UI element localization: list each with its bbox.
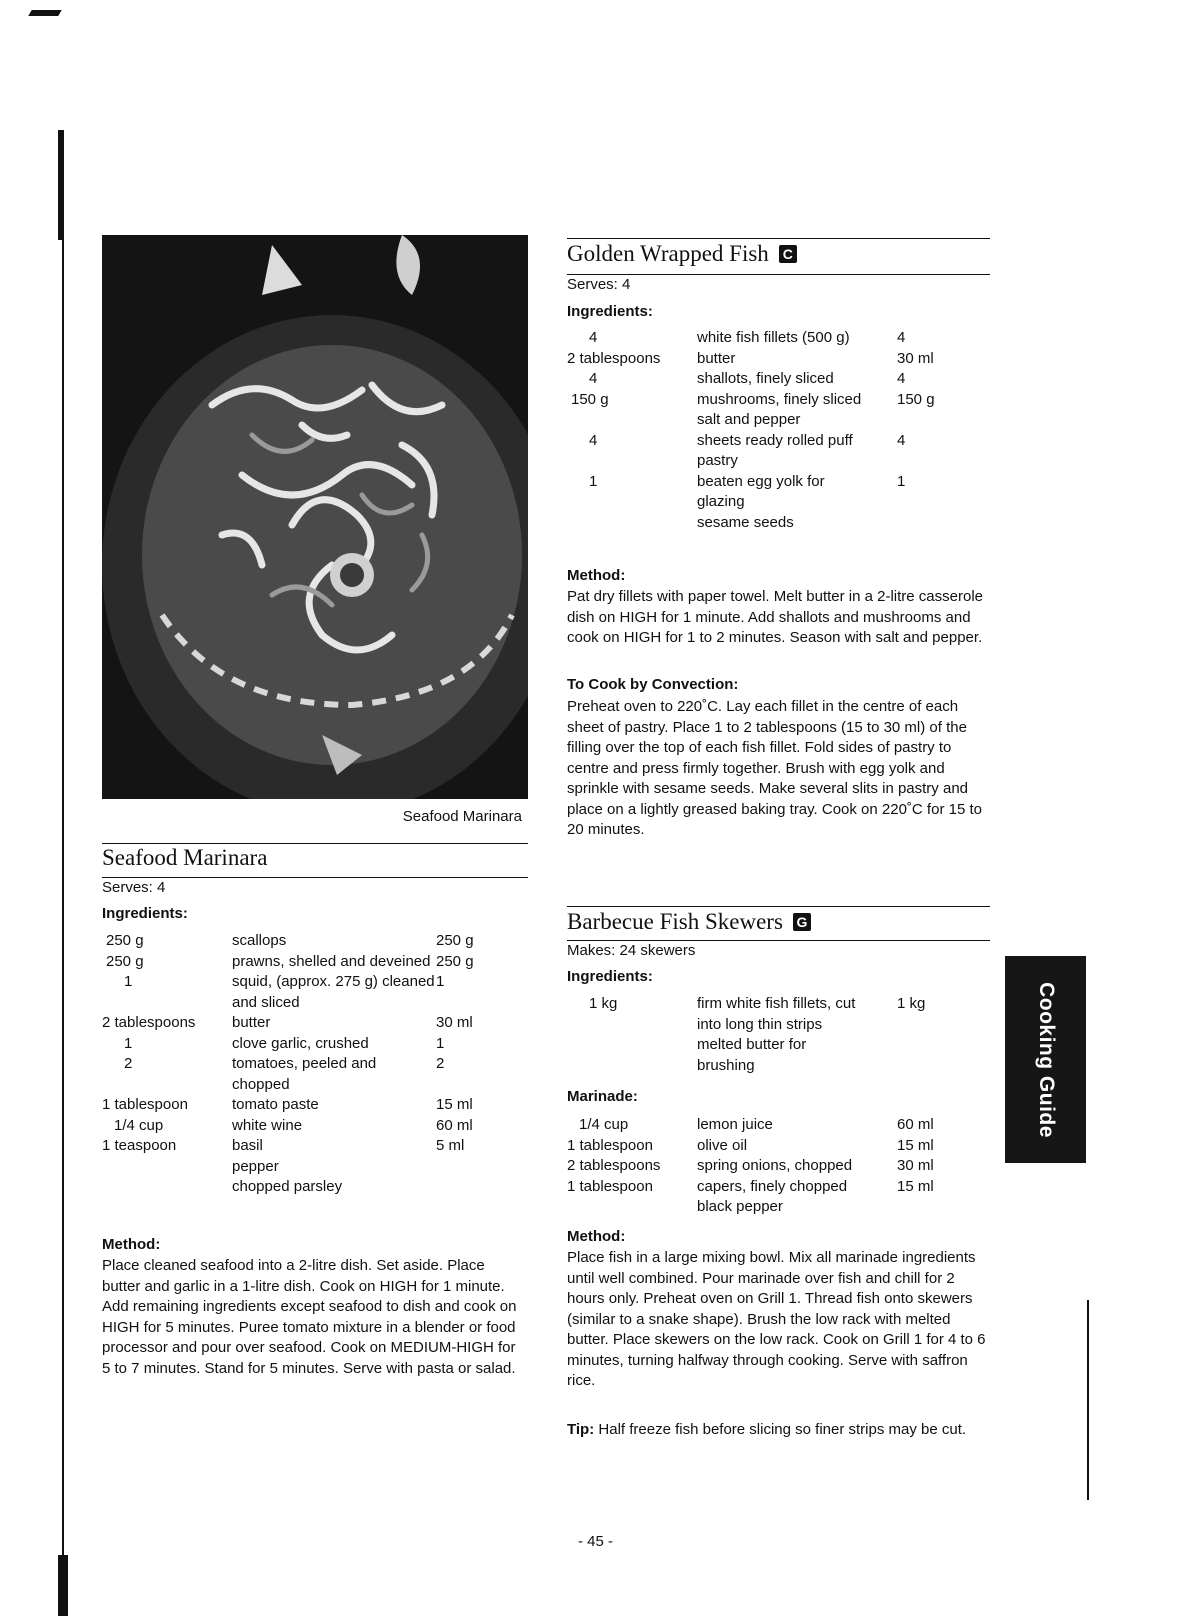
- ingredient-metric: 30 ml: [897, 349, 934, 367]
- scan-artifact: [1087, 1300, 1089, 1500]
- ingredient-item: melted butter for brushing: [697, 1036, 807, 1074]
- ingredient-item: squid, (approx. 275 g) cleaned and sliced: [232, 973, 435, 1011]
- ingredient-row: [102, 1034, 502, 1055]
- ingredient-item: chopped parsley: [232, 1178, 343, 1195]
- ingredient-row: [567, 431, 957, 472]
- ingredient-row: [567, 369, 957, 390]
- ingredient-item: white fish fillets (500 g): [697, 329, 850, 346]
- scan-artifact: [58, 130, 64, 240]
- section-side-tab: [1005, 956, 1086, 1163]
- method-text: Place fish in a large mixing bowl. Mix all marinade ingredients until well combined. Pour marinade over fish and chill for 2 hours only. Preheat oven on Grill 1. Thread fish onto skewers (similar to a snake shape). Brush the low rack with melted butter. Place skewers on the low rack. Cook on Grill 1 for 4 to 6 minutes, turning halfway through cooking. Serve with saffron rice.: [567, 1249, 986, 1389]
- divider: [567, 274, 990, 275]
- page-number: - 45 -: [577, 1533, 613, 1550]
- ingredient-row: [102, 1054, 502, 1095]
- ingredient-qty: 1: [124, 1034, 133, 1052]
- ingredient-qty: 1 teaspoon: [102, 1137, 177, 1154]
- ingredient-item: beaten egg yolk for glazing: [697, 472, 825, 510]
- golden-wrapped-fish-ingredients: [567, 328, 957, 533]
- makes-text: Makes: 24 skewers: [567, 942, 696, 959]
- ingredient-metric: 15 ml: [436, 1096, 473, 1113]
- ingredient-qty: 1/4 cup: [579, 1116, 629, 1133]
- ingredient-item: capers, finely chopped: [697, 1177, 848, 1195]
- ingredient-item: lemon juice: [697, 1116, 773, 1133]
- ingredient-item: prawns, shelled and deveined: [232, 952, 431, 970]
- ingredient-item: butter: [697, 349, 736, 367]
- marinade-ingredients: [567, 1115, 957, 1218]
- ingredient-metric: 250 g: [436, 952, 474, 970]
- ingredient-row: [567, 1115, 957, 1136]
- barbecue-fish-skewers-ingredients: [567, 994, 957, 1076]
- convection-badge-icon: C: [779, 245, 797, 263]
- ingredient-metric: 30 ml: [436, 1014, 473, 1031]
- ingredient-qty: 1: [589, 472, 598, 490]
- ingredient-row: [102, 1136, 502, 1157]
- ingredient-row: [102, 1157, 502, 1178]
- ingredient-item: salt and pepper: [697, 411, 801, 428]
- ingredient-qty: [567, 513, 697, 534]
- ingredient-qty: [567, 410, 697, 431]
- ingredient-qty: 4: [589, 329, 598, 346]
- divider: [567, 906, 990, 907]
- ingredient-row: [567, 390, 957, 411]
- ingredient-metric: 1: [436, 973, 445, 990]
- ingredient-row: [102, 1095, 502, 1116]
- ingredient-item: clove garlic, crushed: [232, 1034, 369, 1052]
- serves-text: Serves: 4: [567, 276, 631, 293]
- ingredient-metric: 5 ml: [436, 1137, 465, 1154]
- ingredient-metric: 4: [897, 431, 906, 449]
- ingredient-row: [102, 931, 502, 952]
- ingredient-qty: 1: [124, 973, 133, 990]
- barbecue-fish-skewers-title: [567, 910, 811, 933]
- ingredient-metric: 15 ml: [897, 1177, 934, 1195]
- ingredient-qty: 250 g: [106, 952, 144, 970]
- ingredient-item: shallots, finely sliced: [697, 370, 834, 387]
- ingredient-metric: 1: [436, 1034, 445, 1052]
- ingredient-qty: [567, 1197, 697, 1218]
- ingredient-row: [102, 1013, 502, 1034]
- golden-wrapped-fish-title: [567, 242, 797, 265]
- serves-text: Serves: 4: [102, 879, 166, 896]
- divider: [102, 843, 528, 844]
- ingredient-qty: 2 tablespoons: [567, 1157, 661, 1174]
- scan-artifact: [28, 10, 61, 16]
- ingredient-qty: [567, 1035, 697, 1076]
- ingredient-qty: 2: [124, 1055, 133, 1072]
- scan-artifact: [58, 1555, 68, 1616]
- ingredient-metric: [436, 1177, 502, 1198]
- ingredient-qty: 250 g: [106, 932, 144, 949]
- ingredient-metric: 4: [897, 329, 906, 346]
- ingredient-qty: 2 tablespoons: [102, 1014, 196, 1031]
- ingredient-row: [567, 513, 957, 534]
- method-text: Place cleaned seafood into a 2-litre dish. Set aside. Place butter and garlic in a 1-litre dish. Cook on HIGH for 1 minute. Add remaining ingredients except seafood to dish and cook on HIGH for 5 minutes. Puree tomato mixture in a blender or food processor and pour over seafood. Cook on MEDIUM-HIGH for 5 to 7 minutes. Stand for 5 minutes. Serve with pasta or salad.: [102, 1257, 517, 1377]
- ingredient-item: olive oil: [697, 1136, 748, 1154]
- ingredient-row: [567, 349, 957, 370]
- method-text: Pat dry fillets with paper towel. Melt butter in a 2-litre casserole dish on HIGH for 1 minute. Add shallots and mushrooms and cook on HIGH for 1 to 2 minutes. Season with salt and pepper.: [567, 588, 984, 646]
- ingredient-qty: 4: [589, 370, 598, 387]
- ingredient-row: [102, 952, 502, 973]
- divider: [567, 238, 990, 239]
- tip-text: [567, 1420, 987, 1441]
- ingredient-metric: 150 g: [897, 390, 935, 408]
- ingredient-item: pepper: [232, 1157, 279, 1175]
- ingredient-row: [567, 472, 957, 513]
- method-label: Method:: [567, 567, 626, 584]
- ingredient-metric: 60 ml: [897, 1116, 934, 1133]
- ingredient-metric: 2: [436, 1055, 445, 1072]
- marinade-label: Marinade:: [567, 1088, 638, 1105]
- ingredient-item: mushrooms, finely sliced: [697, 390, 862, 408]
- ingredients-label: Ingredients:: [102, 905, 188, 922]
- ingredient-item: tomatoes, peeled and chopped: [232, 1055, 377, 1093]
- convection-text: Preheat oven to 220˚C. Lay each fillet in the centre of each sheet of pastry. Place 1 to 2 tablespoons (15 to 30 ml) of the filling over the top of each fish fillet. Fold sides of pastry to centre and press firmly together. Brush with egg yolk and sprinkle with sesame seeds. Make several slits in pastry and place on a lightly greased baking tray. Cook on 220˚C for 15 to 20 minutes.: [567, 698, 982, 838]
- ingredient-metric: [436, 1157, 502, 1178]
- ingredient-metric: 60 ml: [436, 1116, 473, 1134]
- photo-caption: Seafood Marinara: [402, 808, 522, 825]
- grill-badge-icon: G: [793, 913, 811, 931]
- ingredient-item: scallops: [232, 932, 287, 949]
- ingredient-item: spring onions, chopped: [697, 1157, 853, 1174]
- ingredient-row: [567, 1136, 957, 1157]
- method-label: Method:: [102, 1236, 161, 1253]
- ingredient-qty: [102, 1157, 232, 1178]
- ingredient-qty: 1 tablespoon: [102, 1096, 188, 1113]
- ingredient-metric: 30 ml: [897, 1157, 934, 1174]
- ingredient-metric: [897, 513, 957, 534]
- recipe-title-text: Barbecue Fish Skewers: [567, 909, 783, 934]
- ingredient-metric: [897, 1035, 957, 1076]
- ingredient-qty: 1 kg: [589, 995, 618, 1012]
- ingredient-qty: 4: [589, 431, 598, 449]
- ingredient-row: [567, 410, 957, 431]
- ingredient-item: butter: [232, 1014, 271, 1031]
- convection-label: To Cook by Convection:: [567, 676, 739, 693]
- ingredient-qty: [102, 1177, 232, 1198]
- ingredient-metric: 15 ml: [897, 1136, 934, 1154]
- divider: [102, 877, 528, 878]
- ingredient-metric: 250 g: [436, 932, 474, 949]
- ingredient-qty: 1/4 cup: [114, 1116, 164, 1134]
- ingredient-item: black pepper: [697, 1198, 783, 1215]
- ingredient-row: [567, 1197, 957, 1218]
- ingredient-item: basil: [232, 1137, 263, 1154]
- ingredient-qty: 1 tablespoon: [567, 1136, 653, 1154]
- divider: [567, 940, 990, 941]
- ingredient-row: [567, 1035, 957, 1076]
- ingredient-metric: [897, 1197, 957, 1218]
- ingredient-metric: 4: [897, 370, 906, 387]
- ingredient-metric: [897, 410, 957, 431]
- ingredients-label: Ingredients:: [567, 303, 653, 320]
- seafood-marinara-photo: [102, 235, 528, 799]
- side-tab-label: Cooking Guide: [1034, 981, 1058, 1138]
- ingredient-item: white wine: [232, 1116, 303, 1134]
- ingredient-row: [102, 1116, 502, 1137]
- ingredient-qty: 2 tablespoons: [567, 349, 661, 367]
- ingredient-item: firm white fish fillets, cut into long thin strips: [697, 995, 856, 1033]
- ingredient-row: [567, 1156, 957, 1177]
- ingredient-row: [102, 972, 502, 1013]
- ingredient-metric: 1 kg: [897, 995, 926, 1012]
- seafood-marinara-title: [102, 846, 267, 869]
- tip-label: Tip:: [567, 1421, 595, 1438]
- method-label: Method:: [567, 1228, 626, 1245]
- recipe-title-text: Seafood Marinara: [102, 845, 268, 870]
- tip-body: Half freeze fish before slicing so finer strips may be cut.: [598, 1421, 967, 1438]
- ingredient-item: sheets ready rolled puff pastry: [697, 431, 853, 469]
- scan-artifact: [62, 240, 64, 1560]
- ingredient-row: [102, 1177, 502, 1198]
- ingredient-metric: 1: [897, 472, 906, 490]
- ingredient-item: tomato paste: [232, 1096, 319, 1113]
- ingredient-qty: 1 tablespoon: [567, 1177, 653, 1195]
- recipe-title-text: Golden Wrapped Fish: [567, 241, 769, 266]
- seafood-marinara-ingredients: [102, 931, 502, 1198]
- ingredient-row: [567, 328, 957, 349]
- ingredient-qty: 150 g: [571, 390, 609, 408]
- ingredient-row: [567, 1177, 957, 1198]
- ingredients-label: Ingredients:: [567, 968, 653, 985]
- ingredient-item: sesame seeds: [697, 513, 794, 531]
- ingredient-row: [567, 994, 957, 1035]
